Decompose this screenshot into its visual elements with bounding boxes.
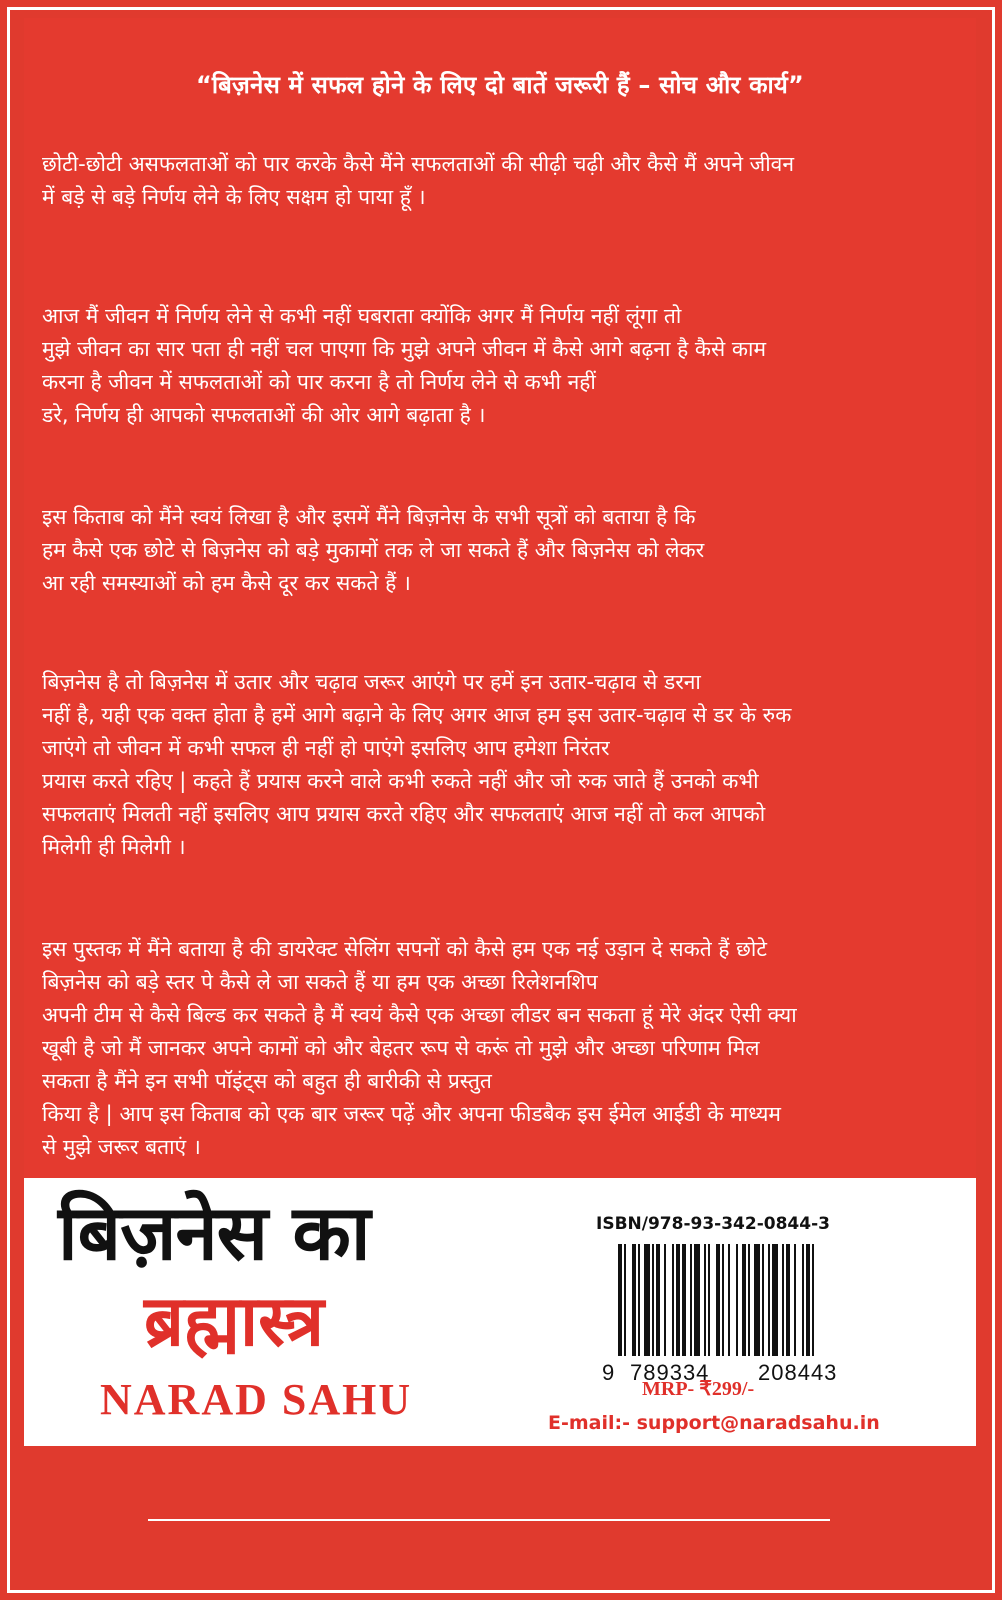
book-subtitle: ब्रह्मास्त्र: [144, 1280, 325, 1362]
paragraph-line: अपनी टीम से कैसे बिल्ड कर सकते है मैं स्वयं कैसे एक अच्छा लीडर बन सकता हूं मेरे अंदर ऐसी क्या: [42, 1003, 797, 1027]
barcode-bar: [638, 1244, 640, 1356]
barcode: [600, 1240, 870, 1390]
barcode-digits-left: 789334: [630, 1360, 710, 1385]
barcode-bar: [676, 1244, 680, 1356]
paragraph-line: बिज़नेस को बड़े स्तर पे कैसे ले जा सकते हैं या हम एक अच्छा रिलेशनशिप: [42, 970, 598, 994]
paragraph-line: किया है | आप इस किताब को एक बार जरूर पढ़ें और अपना फीडबैक इस ईमेल आईडी के माध्यम: [42, 1102, 781, 1126]
barcode-bar: [794, 1244, 796, 1356]
barcode-bar: [722, 1244, 724, 1356]
barcode-bar: [682, 1244, 686, 1356]
barcode-bar: [782, 1244, 784, 1356]
barcode-bar: [690, 1244, 692, 1356]
barcode-bar: [802, 1244, 804, 1356]
paragraph-line: इस पुस्तक में मैंने बताया है की डायरेक्ट सेलिंग सपनों को कैसे हम एक नई उड़ान दे सकते हैं छोटे: [42, 937, 767, 961]
barcode-bar: [694, 1244, 700, 1356]
blurb-paragraph-3: [42, 501, 967, 600]
barcode-bar: [806, 1244, 810, 1356]
barcode-bar: [672, 1244, 674, 1356]
contact-email: E-mail:- support@naradsahu.in: [548, 1412, 880, 1434]
barcode-bar: [716, 1244, 720, 1356]
barcode-bar: [754, 1244, 760, 1356]
barcode-digit-lead: 9: [602, 1360, 615, 1385]
paragraph-line: जाएंगे तो जीवन में कभी सफल ही नहीं हो पाएंगे इसलिए आप हमेशा निरंतर: [42, 736, 610, 760]
blurb-paragraph-4: [42, 666, 967, 864]
author-name: NARAD SAHU: [100, 1375, 413, 1424]
barcode-bar: [736, 1244, 738, 1356]
paragraph-line: सकता है मैंने इन सभी पॉइंट्स को बहुत ही बारीकी से प्रस्तुत: [42, 1069, 492, 1093]
paragraph-line: मुझे जीवन का सार पता ही नहीं चल पाएगा कि मुझे अपने जीवन में कैसे आगे बढ़ना है कैसे काम: [42, 337, 767, 361]
blurb-paragraph-5: [42, 933, 967, 1164]
paragraph-line: नहीं है, यही एक वक्त होता है हमें आगे बढ़ाने के लिए अगर आज हम इस उतार-चढ़ाव से डर के रुक: [42, 703, 792, 727]
price-label: MRP- ₹299/-: [642, 1378, 755, 1400]
title-band: [24, 1178, 976, 1446]
paragraph-line: से मुझे जरूर बताएं ।: [42, 1135, 201, 1159]
paragraph-line: में बड़े से बड़े निर्णय लेने के लिए सक्षम हो पाया हूँ ।: [42, 185, 426, 209]
blurb-paragraph-2: [42, 300, 967, 432]
paragraph-line: डरे, निर्णय ही आपको सफलताओं की ओर आगे बढ़ाता है ।: [42, 403, 486, 427]
barcode-bar: [664, 1244, 666, 1356]
paragraph-line: हम कैसे एक छोटे से बिज़नेस को बड़े मुकामों तक ले जा सकते हैं और बिज़नेस को लेकर: [42, 538, 705, 562]
paragraph-line: प्रयास करते रहिए | कहते हैं प्रयास करने वाले कभी रुकते नहीं और जो रुक जाते हैं उनको कभी: [42, 769, 759, 793]
barcode-bar: [618, 1244, 622, 1356]
paragraph-line: बिज़नेस है तो बिज़नेस में उतार और चढ़ाव जरूर आएंगे पर हमें इन उतार-चढ़ाव से डरना: [42, 670, 701, 694]
barcode-bar: [762, 1244, 764, 1356]
cover-quote: “बिज़नेस में सफल होने के लिए दो बातें जरूरी हैं – सोच और कार्य”: [195, 71, 805, 99]
blurb-paragraph-1: [42, 148, 967, 214]
barcode-digits-right: 208443: [758, 1360, 838, 1385]
isbn-label: ISBN/978-93-342-0844-3: [596, 1214, 830, 1234]
blurb-panel: [24, 18, 976, 1178]
paragraph-line: आ रही समस्याओं को हम कैसे दूर कर सकते हैं ।: [42, 571, 411, 595]
barcode-bar: [632, 1244, 636, 1356]
barcode-bar: [644, 1244, 650, 1356]
book-title: बिज़नेस का: [58, 1188, 370, 1277]
barcode-bar: [656, 1244, 660, 1356]
paragraph-line: मिलेगी ही मिलेगी ।: [42, 835, 186, 859]
barcode-bar: [812, 1244, 814, 1356]
paragraph-line: छोटी-छोटी असफलताओं को पार करके कैसे मैंने सफलताओं की सीढ़ी चढ़ी और कैसे मैं अपने जीवन: [42, 152, 795, 176]
barcode-bar: [728, 1244, 730, 1356]
paragraph-line: इस किताब को मैंने स्वयं लिखा है और इसमें मैंने बिज़नेस के सभी सूत्रों को बताया है कि: [42, 505, 696, 529]
barcode-bar: [708, 1244, 710, 1356]
barcode-bar: [624, 1244, 626, 1356]
barcode-bar: [742, 1244, 746, 1356]
barcode-bar: [704, 1244, 706, 1356]
paragraph-line: खूबी है जो मैं जानकर अपने कामों को और बेहतर रूप से करूं तो मुझे और अच्छा परिणाम मिल: [42, 1036, 760, 1060]
barcode-bar: [786, 1244, 790, 1356]
barcode-bar: [772, 1244, 778, 1356]
barcode-bar: [768, 1244, 770, 1356]
barcode-bar: [748, 1244, 750, 1356]
paragraph-line: करना है जीवन में सफलताओं को पार करना है तो निर्णय लेने से कभी नहीं: [42, 370, 596, 394]
paragraph-line: आज मैं जीवन में निर्णय लेने से कभी नहीं घबराता क्योंकि अगर मैं निर्णय नहीं लूंगा तो: [42, 304, 682, 328]
paragraph-line: सफलताएं मिलती नहीं इसलिए आप प्रयास करते रहिए और सफलताएं आज नहीं तो कल आपको: [42, 802, 766, 826]
barcode-bar: [652, 1244, 654, 1356]
footer-divider: [148, 1519, 830, 1521]
